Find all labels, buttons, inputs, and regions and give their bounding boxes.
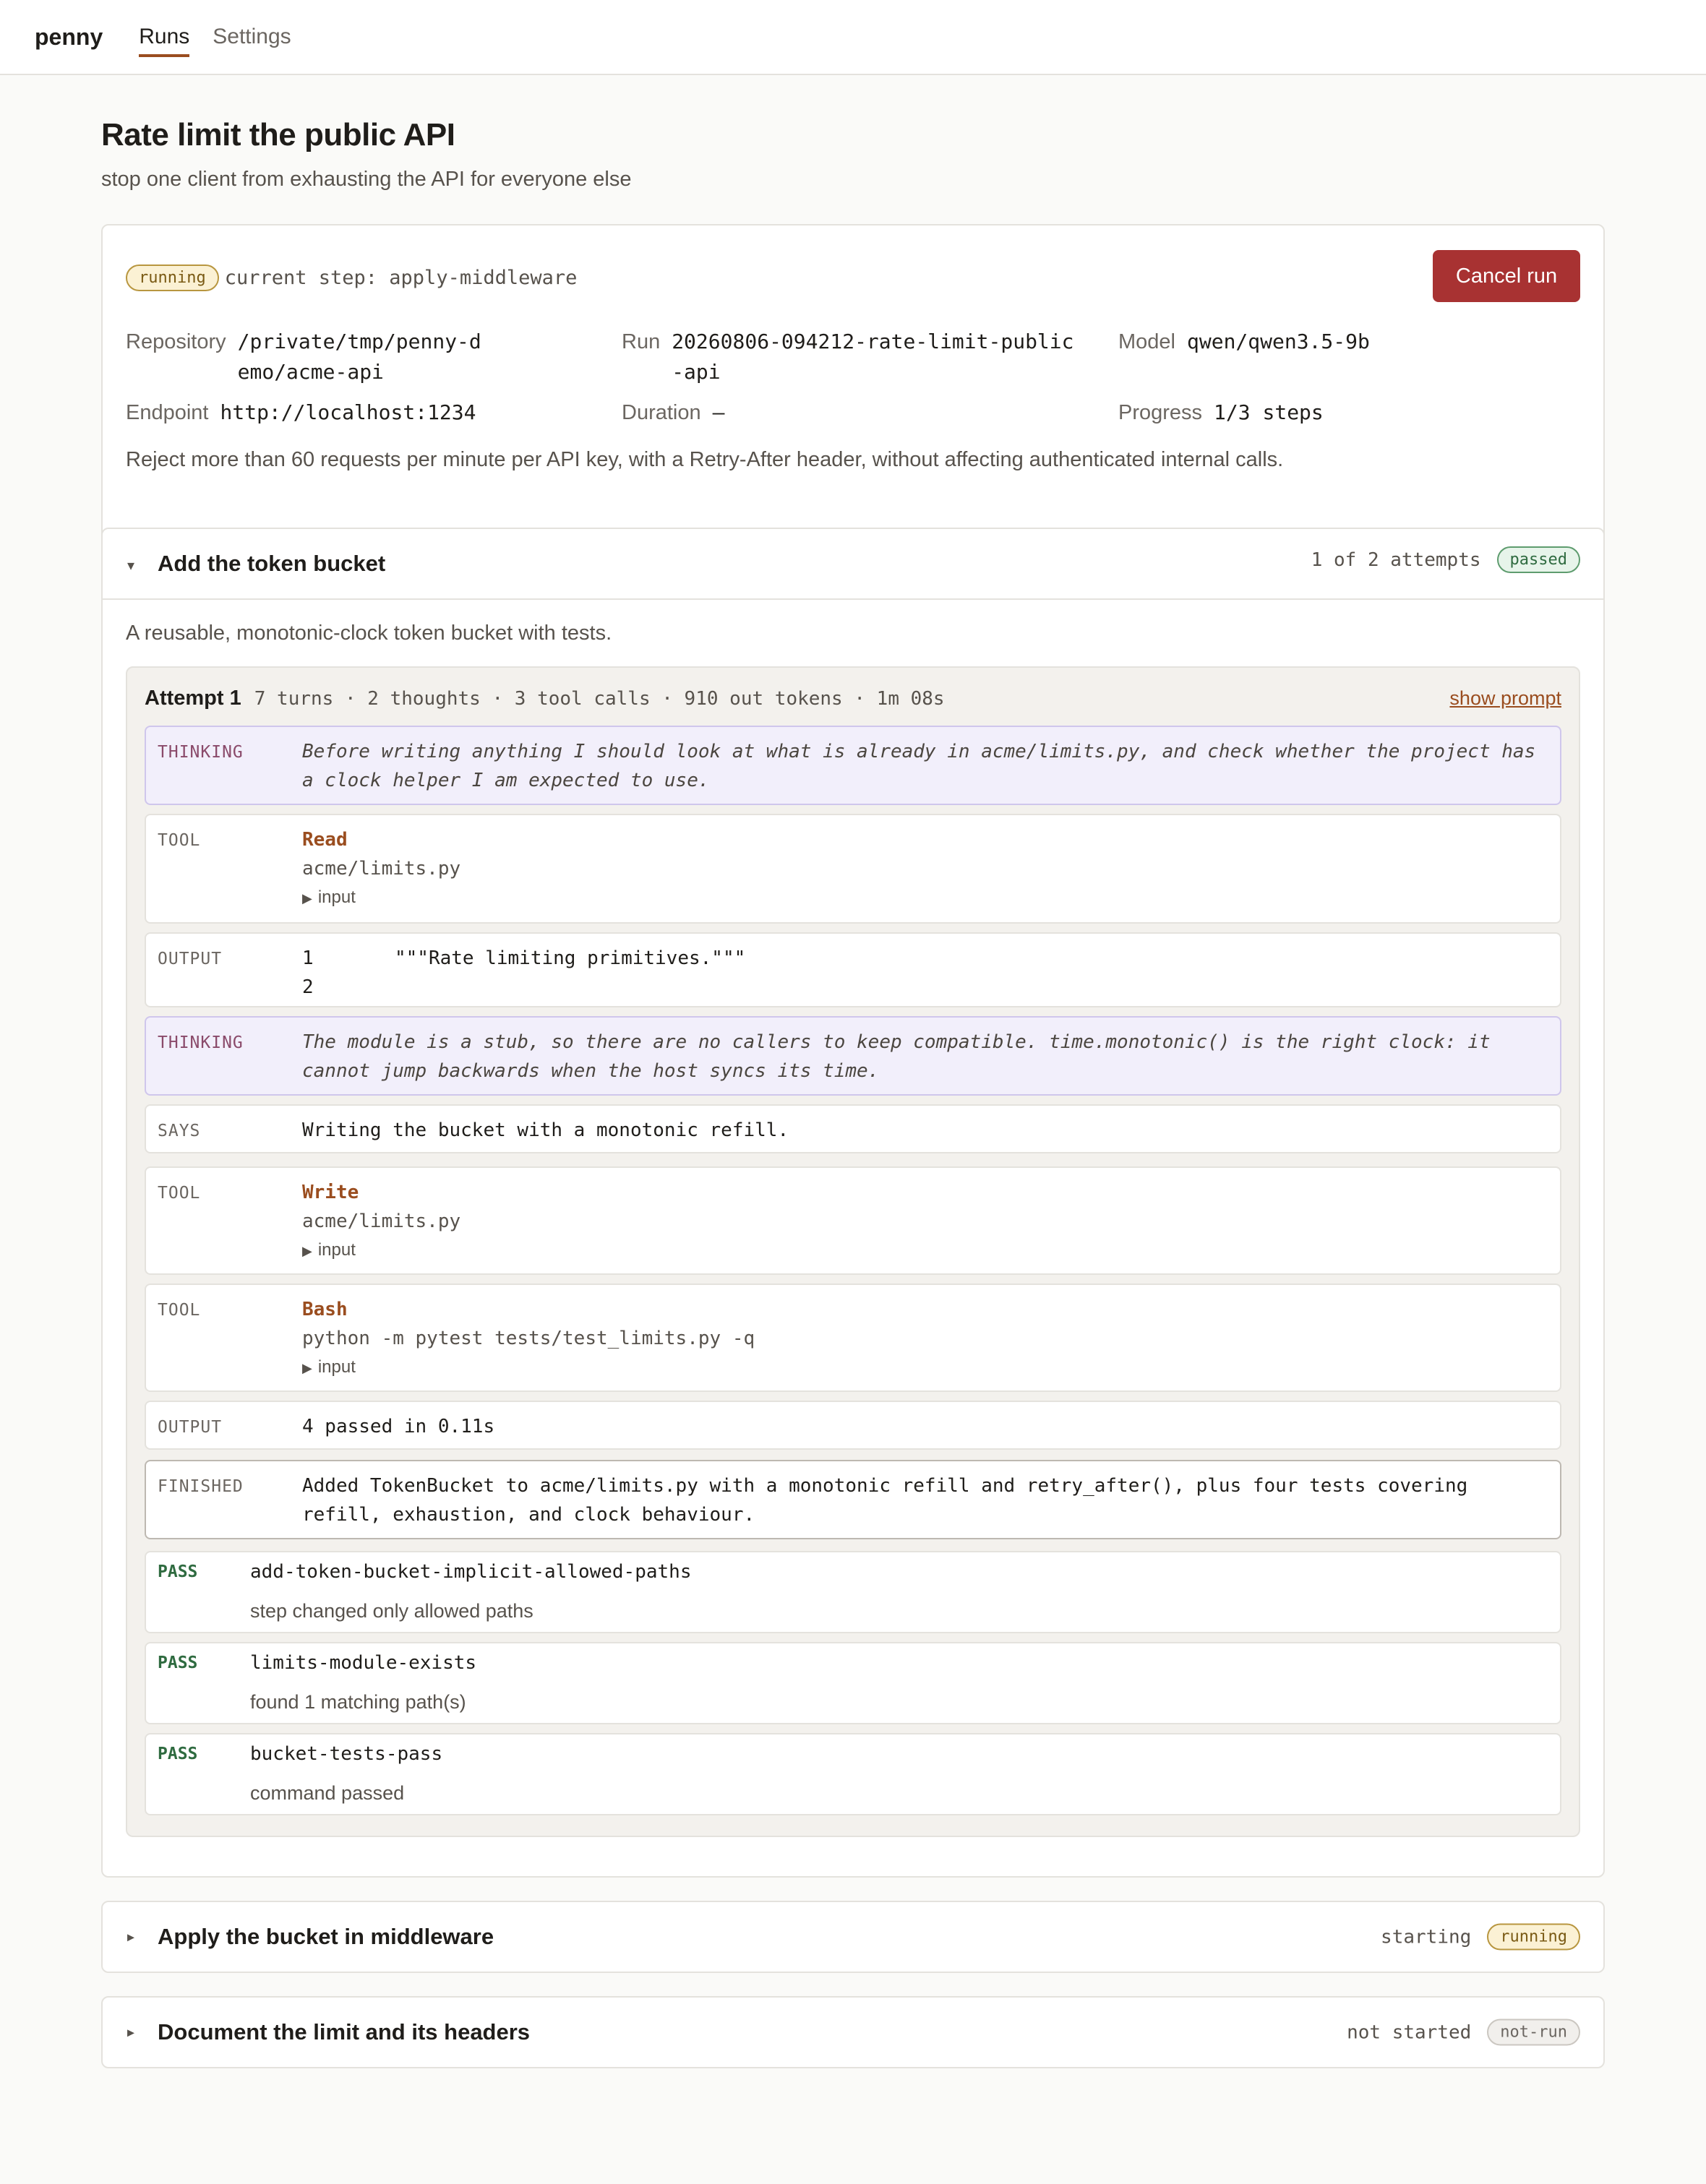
- check-name: limits-module-exists: [250, 1652, 477, 1674]
- event-body: [302, 825, 1538, 913]
- output-line: [302, 973, 1538, 1002]
- event-text: Added TokenBucket to acme/limits.py with a monotonic refill and retry_after(), plus four tests covering refill, exhaustion, and clock behaviour.: [302, 1475, 1468, 1526]
- chevron-down-icon[interactable]: ▾: [127, 558, 135, 574]
- chevron-right-icon[interactable]: ▸: [127, 1929, 135, 1946]
- event-label: OUTPUT: [158, 1418, 223, 1437]
- cancel-run-button[interactable]: Cancel run: [1433, 250, 1580, 302]
- repository-field: [126, 327, 603, 387]
- duration-field: [622, 397, 724, 428]
- input-toggle[interactable]: [302, 1236, 1538, 1265]
- attempt-stats: 7 turns · 2 thoughts · 3 tool calls · 910 out tokens · 1m 08s: [254, 687, 945, 710]
- status-badge: passed: [1497, 546, 1580, 573]
- attempt-panel: [126, 666, 1580, 1837]
- event-output: [145, 932, 1561, 1007]
- event-says: [145, 1104, 1561, 1153]
- triangle-right-icon: ▶: [302, 891, 312, 906]
- tool-name: Read: [302, 829, 348, 851]
- progress-value: 1/3 steps: [1214, 400, 1324, 424]
- check-result: PASS: [158, 1654, 198, 1672]
- event-text: The module is a stub, so there are no callers to keep compatible. time.monotonic() is the right clock: it cannot jump backwards when the host syncs its time.: [302, 1031, 1491, 1082]
- status-badge: running: [1487, 1924, 1580, 1951]
- event-label: TOOL: [158, 831, 201, 850]
- event-tool: [145, 1166, 1561, 1275]
- tab-runs[interactable]: Runs: [139, 0, 189, 74]
- current-step: current step: apply-middleware: [224, 267, 578, 289]
- tool-arg: acme/limits.py: [302, 1211, 461, 1232]
- chevron-right-icon[interactable]: ▸: [127, 2024, 135, 2041]
- event-tool: [145, 1284, 1561, 1392]
- event-text: 4 passed in 0.11s: [302, 1416, 495, 1437]
- input-toggle[interactable]: [302, 1353, 1538, 1383]
- model-label: Model: [1118, 330, 1175, 353]
- check-name: add-token-bucket-implicit-allowed-paths: [250, 1561, 692, 1583]
- check-result: PASS: [158, 1745, 198, 1763]
- line-number: 2: [302, 976, 314, 998]
- tool-name: Write: [302, 1182, 359, 1203]
- step-card-document-limit[interactable]: [101, 1996, 1605, 2068]
- repository-label: Repository: [126, 330, 226, 353]
- duration-label: Duration: [622, 401, 701, 424]
- event-output: [145, 1401, 1561, 1450]
- check-name: bucket-tests-pass: [250, 1743, 443, 1765]
- triangle-right-icon: ▶: [302, 1244, 312, 1258]
- event-thinking: [145, 1016, 1561, 1096]
- event-text: Before writing anything I should look at what is already in acme/limits.py, and check whether the project has a clock helper I am expected to use.: [302, 741, 1536, 791]
- input-toggle[interactable]: [302, 883, 1538, 913]
- show-prompt-link[interactable]: show prompt: [1449, 687, 1561, 709]
- step-meta: [1311, 546, 1580, 573]
- model-value: qwen/qwen3.5-9b: [1187, 330, 1370, 353]
- repository-value: /private/tmp/penny-demo/acme-api: [237, 330, 481, 384]
- line-number: 1: [302, 947, 314, 969]
- attempt-title: Attempt 1: [145, 687, 241, 710]
- status-badge: running: [126, 265, 219, 291]
- event-label: TOOL: [158, 1301, 201, 1320]
- attempt-count: 1 of 2 attempts: [1311, 549, 1481, 571]
- top-nav: [0, 0, 1706, 75]
- event-thinking: [145, 726, 1561, 805]
- event-body: [302, 1178, 1538, 1265]
- step-meta: [1381, 1924, 1580, 1951]
- event-body: [302, 1295, 1538, 1383]
- step-title: Add the token bucket: [158, 551, 386, 576]
- endpoint-value: http://localhost:1234: [220, 400, 476, 424]
- step-card-apply-middleware[interactable]: [101, 1901, 1605, 1973]
- step-state: starting: [1381, 1926, 1472, 1948]
- event-finished: [145, 1460, 1561, 1539]
- event-text: Writing the bucket with a monotonic refill.: [302, 1119, 789, 1141]
- run-status-row: [126, 265, 577, 291]
- check-row: [145, 1642, 1561, 1724]
- event-tool: [145, 814, 1561, 924]
- check-row: [145, 1551, 1561, 1633]
- endpoint-field: [126, 397, 476, 428]
- duration-value: —: [712, 400, 725, 424]
- run-id-label: Run: [622, 330, 661, 353]
- run-id-value: 20260806-094212-rate-limit-public-api: [672, 330, 1074, 384]
- output-line: [302, 944, 1538, 973]
- event-label: FINISHED: [158, 1477, 244, 1496]
- line-text: """Rate limiting primitives.""": [395, 947, 746, 969]
- page-subtitle: stop one client from exhausting the API for everyone else: [101, 168, 632, 191]
- event-label: THINKING: [158, 743, 244, 762]
- check-detail: command passed: [250, 1782, 405, 1804]
- step-title: Apply the bucket in middleware: [158, 1924, 494, 1949]
- tool-arg: python -m pytest tests/test_limits.py -q: [302, 1328, 755, 1349]
- step-header[interactable]: [103, 529, 1603, 600]
- tab-settings[interactable]: Settings: [213, 25, 291, 48]
- input-toggle-label: input: [317, 1357, 356, 1377]
- endpoint-label: Endpoint: [126, 401, 209, 424]
- run-summary-card: [101, 224, 1605, 580]
- event-body: [302, 944, 1538, 1002]
- step-state: not started: [1347, 2021, 1472, 2043]
- check-detail: step changed only allowed paths: [250, 1600, 533, 1622]
- event-label: THINKING: [158, 1033, 244, 1052]
- attempt-header: [145, 687, 1561, 710]
- run-id-field: [622, 327, 1084, 387]
- check-result: PASS: [158, 1562, 198, 1581]
- check-row: [145, 1733, 1561, 1815]
- page-title: Rate limit the public API: [101, 117, 455, 152]
- tool-name: Bash: [302, 1299, 348, 1320]
- progress-field: [1118, 397, 1324, 428]
- check-detail: found 1 matching path(s): [250, 1691, 466, 1713]
- input-toggle-label: input: [317, 887, 356, 907]
- tool-arg: acme/limits.py: [302, 858, 461, 880]
- brand-logo[interactable]: penny: [35, 23, 103, 50]
- progress-label: Progress: [1118, 401, 1203, 424]
- triangle-right-icon: ▶: [302, 1361, 312, 1375]
- status-badge: not-run: [1487, 2019, 1580, 2046]
- input-toggle-label: input: [317, 1240, 356, 1260]
- step-meta: [1347, 2019, 1580, 2046]
- step-description: A reusable, monotonic-clock token bucket with tests.: [126, 622, 612, 645]
- model-field: [1118, 327, 1370, 357]
- event-label: TOOL: [158, 1184, 201, 1203]
- event-label: OUTPUT: [158, 950, 223, 968]
- step-title: Document the limit and its headers: [158, 2019, 531, 2045]
- event-label: SAYS: [158, 1122, 201, 1140]
- step-card-add-token-bucket: [101, 528, 1605, 1878]
- run-description: Reject more than 60 requests per minute per API key, with a Retry-After header, without affecting authenticated internal calls.: [126, 448, 1284, 471]
